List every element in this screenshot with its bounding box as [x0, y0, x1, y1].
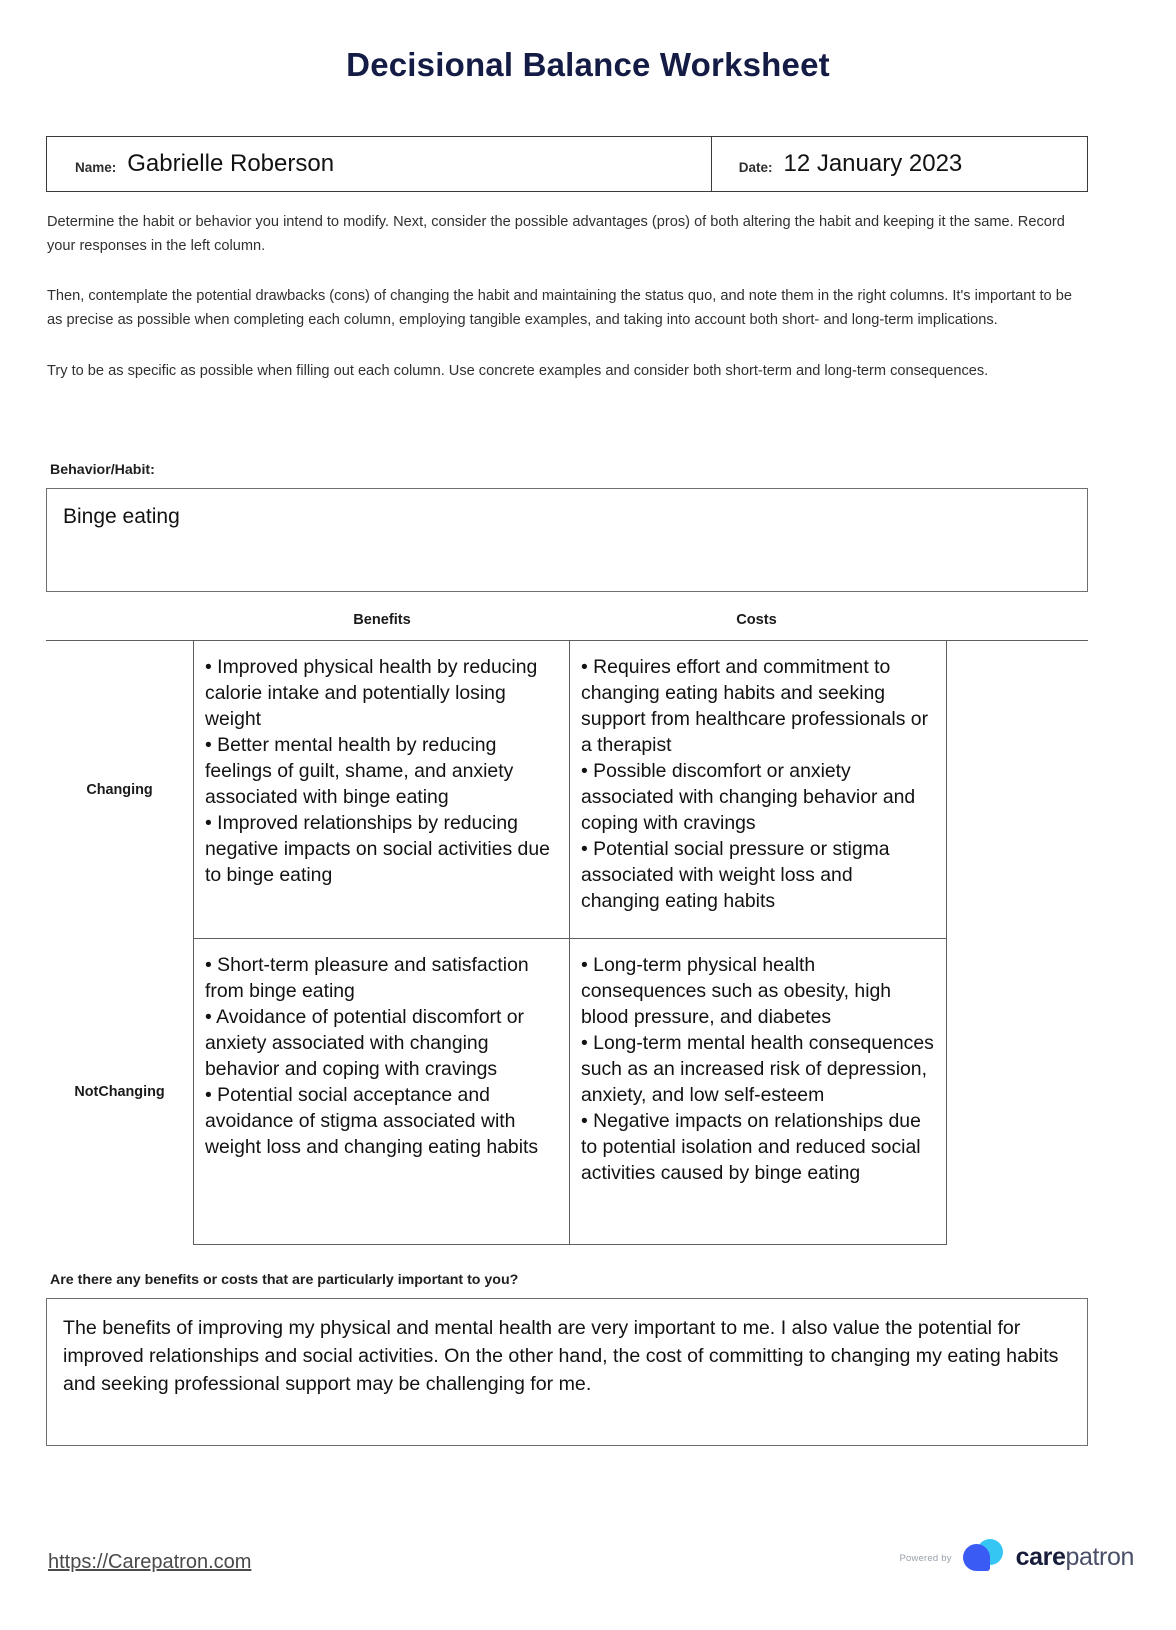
reflection-answer-value: The benefits of improving my physical and mental health are very important to me. I also value the potential for improved relationships and social activities. On the other hand, the cost of committing to changing my eating habits and seeking professional support may be challenging for me. — [63, 1317, 1059, 1395]
instruction-paragraph-3: Try to be as specific as possible when filling out each column. Use concrete examples and consider both short-term and long-term consequences. — [47, 362, 989, 379]
bullet-item: • Long-term physical health consequences such as obesity, high blood pressure, and diabetes — [581, 954, 892, 1028]
footer-branding — [899, 1538, 1134, 1572]
bullet-item: • Better mental health by reducing feelings of guilt, shame, and anxiety associated with binge eating — [205, 734, 514, 808]
bullet-item: • Negative impacts on relationships due to potential isolation and reduced social activities caused by binge eating — [581, 1110, 921, 1184]
name-value: Gabrielle Roberson — [127, 150, 335, 177]
column-header-benefits: Benefits — [353, 612, 411, 628]
bullet-item: • Avoidance of potential discomfort or anxiety associated with changing behavior and coping with cravings — [205, 1006, 525, 1080]
behavior-habit-input[interactable] — [46, 488, 1088, 592]
instruction-paragraph-1: Determine the habit or behavior you intend to modify. Next, consider the possible advantages (pros) of both altering the habit and keeping it the same. Record your responses in the left column. — [47, 214, 1065, 254]
row-label-not-changing — [46, 939, 193, 1245]
powered-by-label: Powered by — [899, 1552, 952, 1564]
instructions-block — [47, 211, 1075, 410]
cell-not-changing-benefits[interactable] — [193, 939, 570, 1245]
cell-changing-costs[interactable] — [570, 641, 947, 939]
date-label: Date: — [738, 159, 773, 175]
footer-website-link[interactable]: https://Carepatron.com — [48, 1551, 252, 1573]
matrix-body — [46, 640, 1088, 1245]
instruction-paragraph-2: Then, contemplate the potential drawbacks (cons) of changing the habit and maintaining the status quo, and note them in the right columns. It's important to be as precise as possible when completing each column, employing tangible examples, and taking into account both short- and long-term implications. — [47, 288, 1072, 328]
cell-changing-benefits[interactable] — [193, 641, 570, 939]
date-value: 12 January 2023 — [783, 150, 963, 177]
bullet-item: • Possible discomfort or anxiety associated with changing behavior and coping with cravings — [581, 760, 916, 834]
identity-bar — [46, 136, 1088, 192]
page-title: Decisional Balance Worksheet — [346, 46, 830, 83]
matrix-row-changing — [46, 641, 1088, 939]
carepatron-logo-icon — [961, 1538, 1007, 1572]
bullet-item: • Improved physical health by reducing calorie intake and potentially losing weight — [205, 656, 538, 730]
carepatron-wordmark — [1016, 1543, 1134, 1572]
bullet-item: • Potential social pressure or stigma associated with weight loss and changing eating habits — [581, 838, 890, 912]
matrix-column-headers — [46, 608, 1088, 640]
reflection-question: Are there any benefits or costs that are particularly important to you? — [50, 1272, 519, 1288]
decisional-balance-matrix — [46, 608, 1088, 1245]
row-label-line-2: Changing — [98, 1083, 165, 1100]
row-label-changing: Changing — [86, 781, 153, 798]
row-label-line-1: Not — [74, 1083, 99, 1100]
behavior-habit-label: Behavior/Habit: — [50, 462, 155, 478]
cell-not-changing-costs[interactable] — [570, 939, 947, 1245]
behavior-habit-value: Binge eating — [63, 505, 180, 528]
bullet-item: • Short-term pleasure and satisfaction from binge eating — [205, 954, 529, 1002]
reflection-answer-input[interactable] — [46, 1298, 1088, 1446]
name-label: Name: — [75, 159, 117, 175]
name-field[interactable] — [47, 137, 711, 191]
bullet-item: • Potential social acceptance and avoidance of stigma associated with weight loss and changing eating habits — [205, 1084, 539, 1158]
column-header-costs: Costs — [736, 612, 777, 628]
bullet-item: • Long-term mental health consequences such as an increased risk of depression, anxiety, and low self-esteem — [581, 1032, 934, 1106]
bullet-item: • Requires effort and commitment to changing eating habits and seeking support from healthcare professionals or a therapist — [581, 656, 929, 756]
brand-name-light: patron — [1065, 1542, 1134, 1571]
brand-name-bold: care — [1015, 1542, 1066, 1571]
date-field[interactable] — [711, 137, 1087, 191]
bullet-item: • Improved relationships by reducing negative impacts on social activities due to binge eating — [205, 812, 550, 886]
matrix-row-not-changing — [46, 939, 1088, 1245]
